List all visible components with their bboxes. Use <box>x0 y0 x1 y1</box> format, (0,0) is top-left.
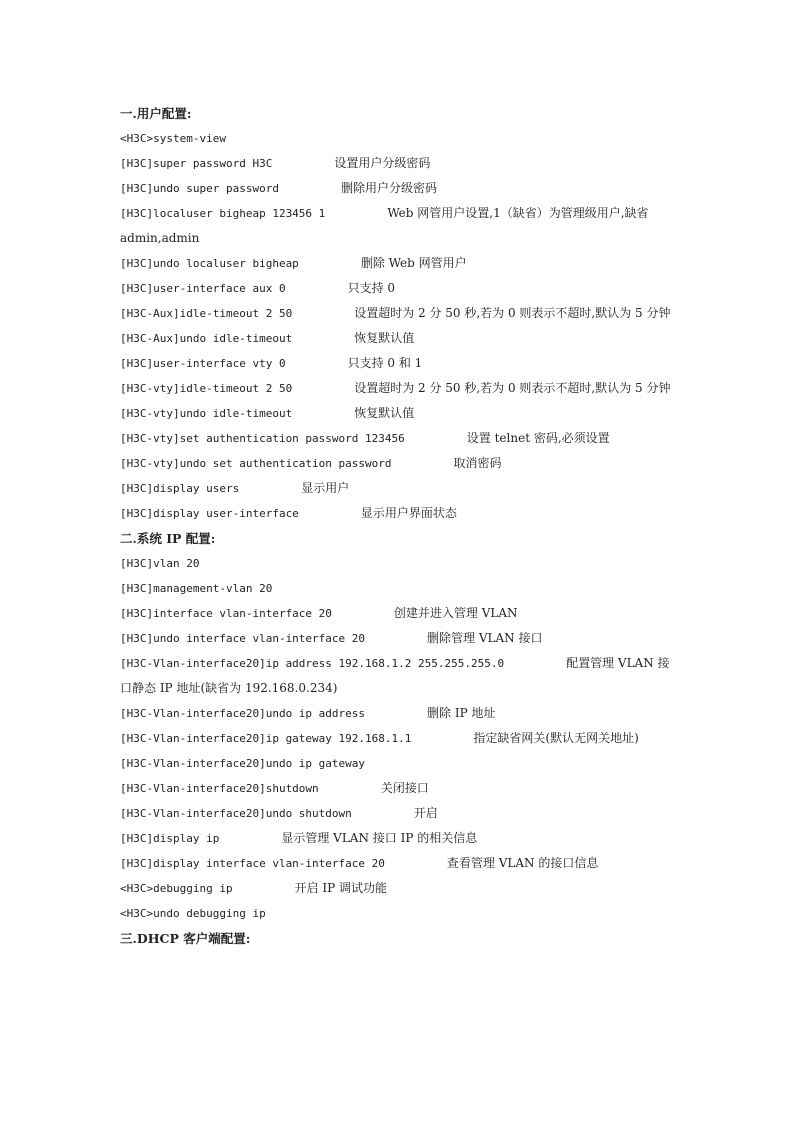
command-text: [H3C]display users <box>120 482 240 495</box>
command-text: [H3C]user-interface aux 0 <box>120 282 286 295</box>
config-line <box>120 851 680 876</box>
config-line <box>120 276 680 301</box>
command-text: [H3C]interface vlan-interface 20 <box>120 607 332 620</box>
command-description: 显示用户界面状态 <box>360 506 457 520</box>
command-description: 恢复默认值 <box>354 406 415 420</box>
command-text: [H3C-Vlan-interface20]ip address 192.168.1.2 255.255.255.0 <box>120 657 505 670</box>
command-text: [H3C]vlan 20 <box>120 557 200 570</box>
config-line <box>120 301 680 326</box>
config-line <box>120 826 680 851</box>
command-description: 显示用户 <box>301 481 350 495</box>
command-text: [H3C-Vlan-interface20]ip gateway 192.168.1.1 <box>120 732 412 745</box>
config-line <box>120 401 680 426</box>
config-line <box>120 176 680 201</box>
command-text: [H3C]management-vlan 20 <box>120 582 273 595</box>
command-text: [H3C-vty]idle-timeout 2 50 <box>120 382 293 395</box>
command-text: [H3C-Vlan-interface20]undo shutdown <box>120 807 352 820</box>
config-line <box>120 901 680 926</box>
command-description: 删除管理 VLAN 接口 <box>427 631 543 645</box>
command-text: [H3C-Vlan-interface20]undo ip address <box>120 707 366 720</box>
section-heading: 一.用户配置: <box>120 106 192 121</box>
config-line <box>120 426 680 451</box>
config-line <box>120 876 680 901</box>
command-description: 设置 telnet 密码,必须设置 <box>466 431 610 445</box>
command-text: [H3C]undo super password <box>120 182 279 195</box>
config-line <box>120 201 680 251</box>
command-description: 创建并进入管理 VLAN <box>393 606 518 620</box>
config-line <box>120 701 680 726</box>
config-line <box>120 351 680 376</box>
command-text: [H3C]undo interface vlan-interface 20 <box>120 632 366 645</box>
command-description: 开启 IP 调试功能 <box>294 881 388 895</box>
config-line <box>120 801 680 826</box>
config-line <box>120 776 680 801</box>
config-line <box>120 251 680 276</box>
command-description: 查看管理 VLAN 的接口信息 <box>446 856 599 870</box>
command-text: [H3C]user-interface vty 0 <box>120 357 286 370</box>
command-description: 指定缺省网关(默认无网关地址) <box>473 731 639 745</box>
command-description: 设置用户分级密码 <box>334 156 431 170</box>
section-heading: 二.系统 IP 配置: <box>120 531 216 546</box>
command-description: 恢复默认值 <box>354 331 415 345</box>
command-text: [H3C-vty]undo idle-timeout <box>120 407 293 420</box>
config-line <box>120 126 680 151</box>
command-text: [H3C-vty]undo set authentication password <box>120 457 392 470</box>
config-line <box>120 626 680 651</box>
document-body <box>120 101 680 951</box>
command-text: [H3C]display ip <box>120 832 220 845</box>
config-line <box>120 326 680 351</box>
config-line <box>120 576 680 601</box>
command-description: 删除 Web 网管用户 <box>360 256 467 270</box>
config-line <box>120 551 680 576</box>
command-description: 删除用户分级密码 <box>340 181 437 195</box>
command-text: [H3C]display user-interface <box>120 507 299 520</box>
command-text: <H3C>undo debugging ip <box>120 907 266 920</box>
config-line <box>120 501 680 526</box>
config-line <box>120 376 680 401</box>
section-heading: 三.DHCP 客户端配置: <box>120 931 251 946</box>
command-text: [H3C-Vlan-interface20]shutdown <box>120 782 319 795</box>
command-text: [H3C-Aux]idle-timeout 2 50 <box>120 307 293 320</box>
command-text: <H3C>system-view <box>120 132 226 145</box>
config-line <box>120 476 680 501</box>
command-description: 设置超时为 2 分 50 秒,若为 0 则表示不超时,默认为 5 分钟 <box>354 306 671 320</box>
config-line <box>120 601 680 626</box>
command-description: 开启 <box>413 806 438 820</box>
command-description: 取消密码 <box>453 456 502 470</box>
config-line <box>120 751 680 776</box>
command-description: 配置管理 VLAN 接口静态 IP 地址(缺省为 192.168.0.234) <box>120 656 670 695</box>
command-description: 只支持 0 <box>347 281 396 295</box>
command-text: [H3C-Aux]undo idle-timeout <box>120 332 293 345</box>
command-text: <H3C>debugging ip <box>120 882 233 895</box>
command-description: Web 网管用户设置,1（缺省）为管理级用户,缺省 admin,admin <box>120 206 649 245</box>
command-text: [H3C]localuser bigheap 123456 1 <box>120 207 326 220</box>
command-description: 删除 IP 地址 <box>427 706 496 720</box>
config-line <box>120 451 680 476</box>
config-line <box>120 651 680 701</box>
command-text: [H3C]undo localuser bigheap <box>120 257 299 270</box>
config-line <box>120 151 680 176</box>
command-description: 只支持 0 和 1 <box>347 356 423 370</box>
config-line <box>120 726 680 751</box>
command-text: [H3C-vty]set authentication password 123456 <box>120 432 405 445</box>
command-text: [H3C-Vlan-interface20]undo ip gateway <box>120 757 366 770</box>
command-text: [H3C]super password H3C <box>120 157 273 170</box>
command-description: 关闭接口 <box>380 781 429 795</box>
command-description: 显示管理 VLAN 接口 IP 的相关信息 <box>281 831 478 845</box>
command-description: 设置超时为 2 分 50 秒,若为 0 则表示不超时,默认为 5 分钟 <box>354 381 671 395</box>
command-text: [H3C]display interface vlan-interface 20 <box>120 857 385 870</box>
